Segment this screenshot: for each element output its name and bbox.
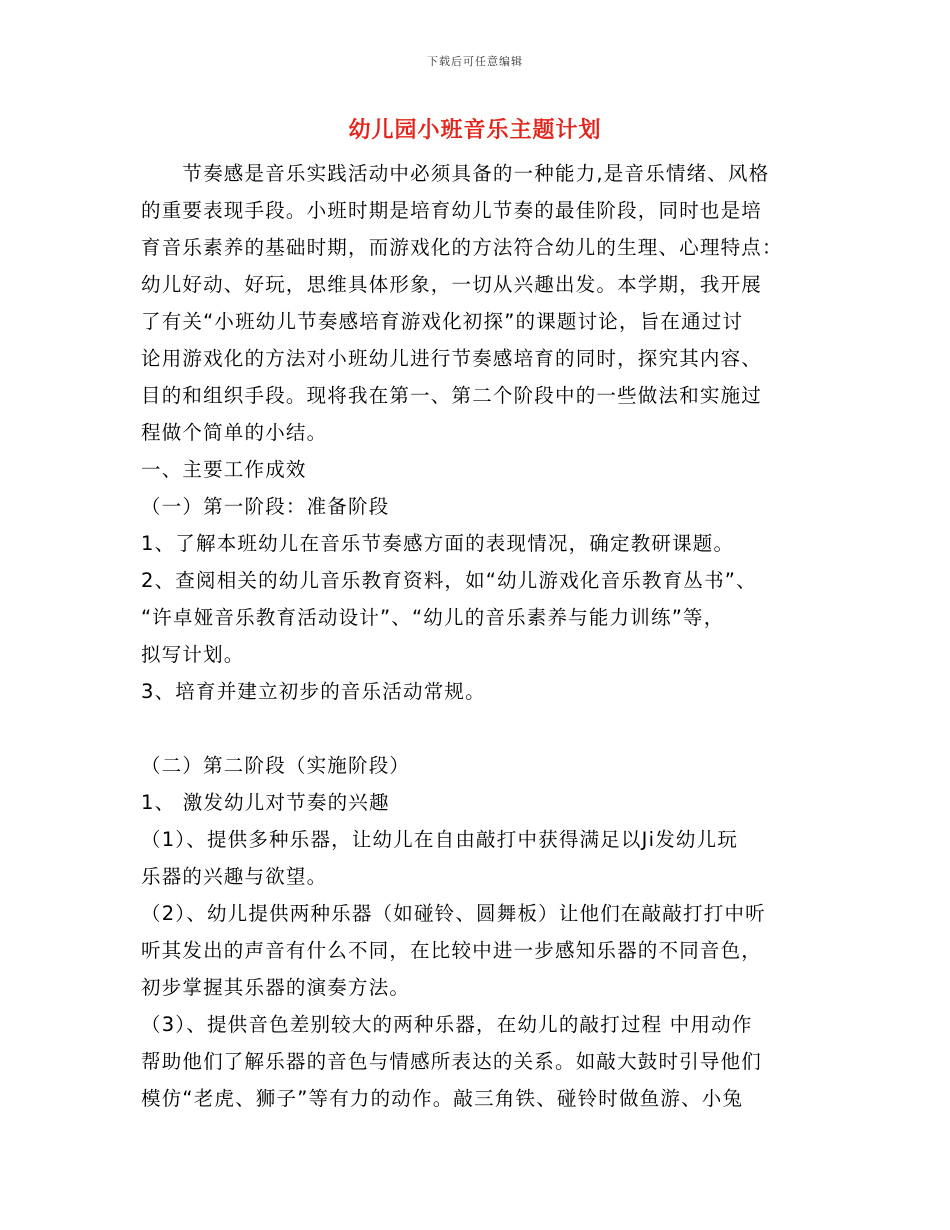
list-item-continued: 帮助他们了解乐器的音色与情感所表达的关系。如敲大鼓时引导他们 xyxy=(141,1050,763,1073)
list-item-continued: 初步掌握其乐器的演奏方法。 xyxy=(141,976,411,999)
list-item: 3、培育并建立初步的音乐活动常规。 xyxy=(141,680,486,703)
list-item: 1、 激发幼儿对节奏的兴趣 xyxy=(141,791,390,814)
subsection-heading: （二）第二阶段（实施阶段） xyxy=(141,754,411,777)
body-line: 的重要表现手段。小班时期是培育幼儿节奏的最佳阶段，同时也是培 xyxy=(141,199,763,222)
list-item: 2、查阅相关的幼儿音乐教育资料，如“幼儿游戏化音乐教育丛书”、 xyxy=(141,569,757,592)
body-line: 论用游戏化的方法对小班幼儿进行节奏感培育的同时，探究其内容、 xyxy=(141,347,763,370)
list-item-continued: 模仿“老虎、狮子”等有力的动作。敲三角铁、碰铃时做鱼游、小兔 xyxy=(141,1087,744,1110)
body-line: 育音乐素养的基础时期，而游戏化的方法符合幼儿的生理、心理特点： xyxy=(141,236,783,259)
document-title: 幼儿园小班音乐主题计划 xyxy=(348,118,602,143)
list-item: （2）、幼儿提供两种乐器（如碰铃、圆舞板）让他们在敲敲打打中听 xyxy=(141,902,766,925)
section-heading: 一、主要工作成效 xyxy=(141,458,307,481)
body-line: 了有关“小班幼儿节奏感培育游戏化初探”的课题讨论，旨在通过讨 xyxy=(141,310,744,333)
list-item: （3）、提供音色差别较大的两种乐器，在幼儿的敲打过程 中用动作 xyxy=(141,1013,753,1036)
list-item-continued: “许卓娅音乐教育活动设计”、“幼儿的音乐素养与能力训练”等， xyxy=(141,606,725,629)
list-item-continued: 拟写计划。 xyxy=(141,643,245,666)
body-line: 目的和组织手段。现将我在第一、第二个阶段中的一些做法和实施过 xyxy=(141,384,763,407)
list-item-continued: 听其发出的声音有什么不同，在比较中进一步感知乐器的不同音色， xyxy=(141,939,763,962)
body-line: 幼儿好动、好玩，思维具体形象，一切从兴趣出发。本学期，我开展 xyxy=(141,273,763,296)
body-line: 程做个简单的小结。 xyxy=(141,421,328,444)
list-item: 1、了解本班幼儿在音乐节奏感方面的表现情况，确定教研课题。 xyxy=(141,532,735,555)
list-item-continued: 乐器的兴趣与欲望。 xyxy=(141,865,328,888)
subsection-heading: （一）第一阶段：准备阶段 xyxy=(141,495,390,518)
list-item: （1）、提供多种乐器，让幼儿在自由敲打中获得满足以Ji发幼儿玩 xyxy=(141,828,739,851)
page-header: 下载后可任意编辑 xyxy=(427,55,523,68)
body-line: 节奏感是音乐实践活动中必须具备的一种能力,是音乐情绪、风格 xyxy=(141,162,770,185)
